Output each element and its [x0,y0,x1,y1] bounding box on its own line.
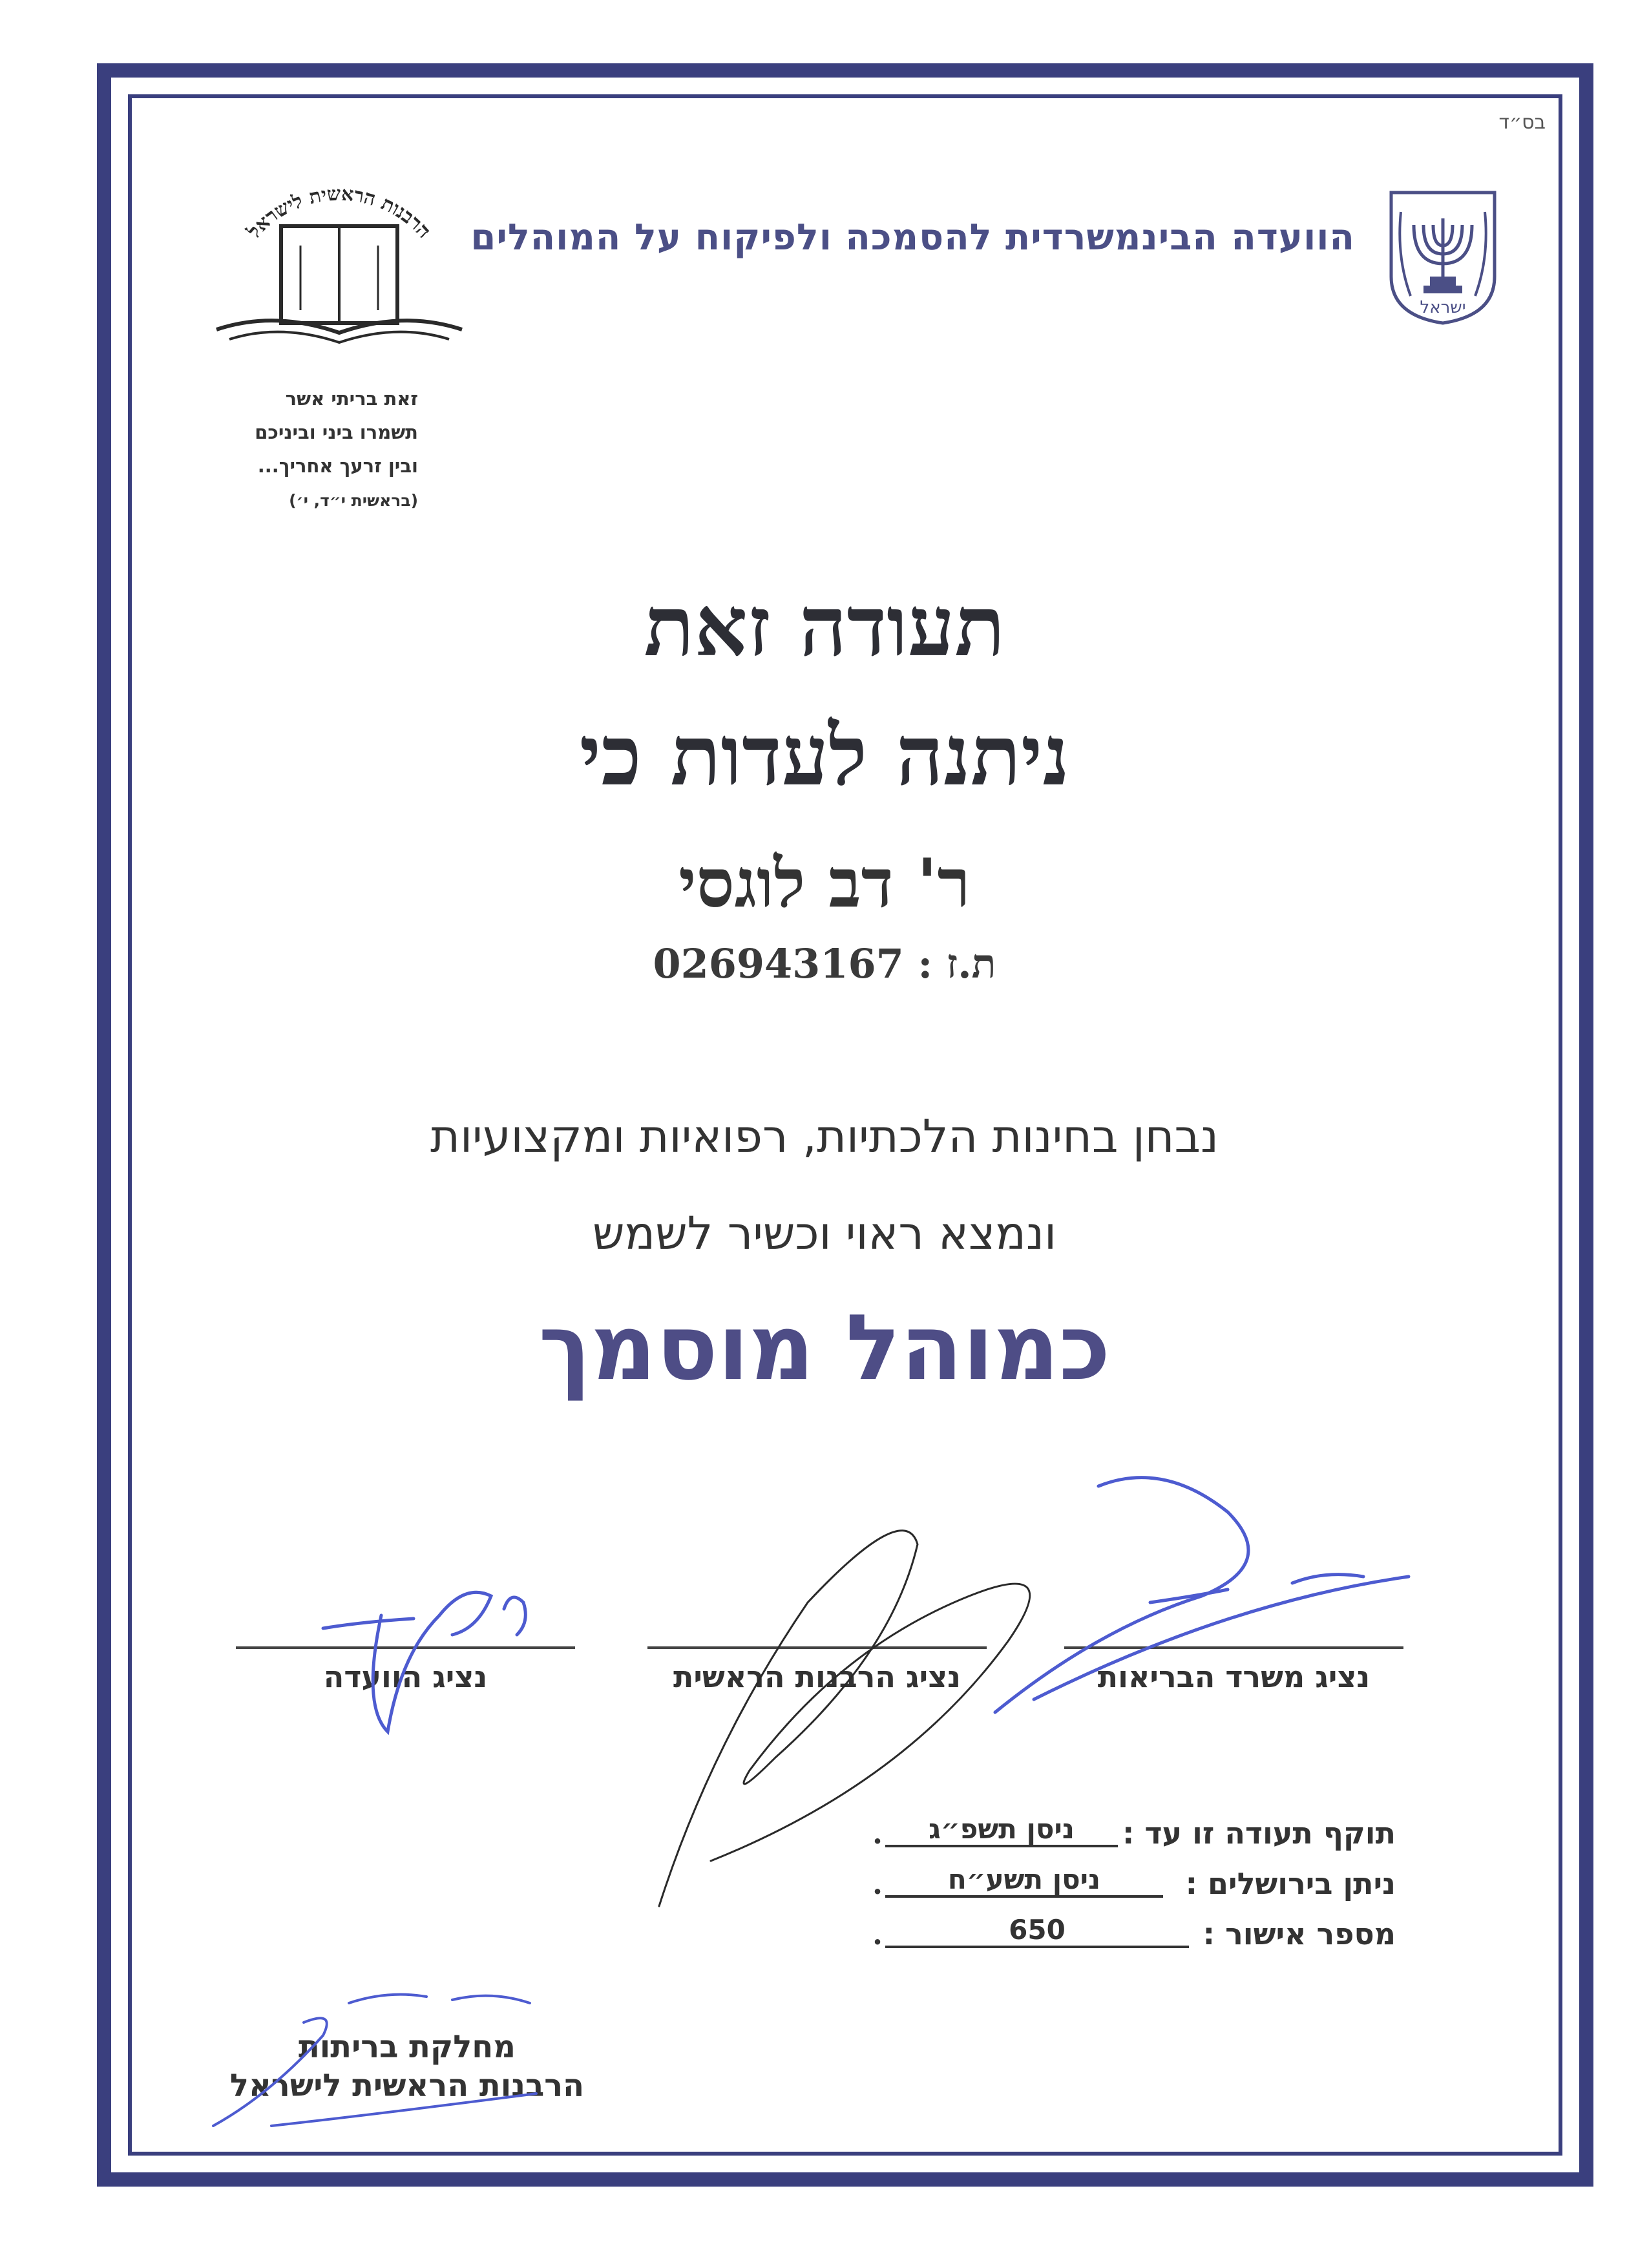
signature-label-committee: נציג הוועדה [323,1659,488,1694]
signature-line-rabbinate [647,1646,987,1649]
certificate-title-line-2: ניתנה לעדות כי [579,708,1070,804]
bsd-mark: בס״ד [1498,111,1546,134]
department-line-2: הרבנות הראשית לישראל [229,2068,585,2104]
issued-in-label: ניתן בירושלים : [1185,1866,1396,1901]
issued-in-value: ניסן תשע״ח [885,1864,1163,1898]
body-line-2: ונמצא ראוי וכשיר לשמש [592,1207,1057,1260]
recipient-name: ר' דב לוגסי [678,843,971,923]
approval-number-value: 650 [885,1914,1189,1948]
committee-title: הוועדה הבינמשרדית להסמכה ולפיקוח על המוהלים [470,216,1355,258]
signature-label-health: נציג משרד הבריאות [1097,1659,1371,1694]
state-emblem-icon [1385,186,1501,328]
approval-number-label: מספר אישור : [1203,1916,1396,1951]
certified-role: כמוהל מוסמך [538,1296,1111,1401]
department-line-1: מחלקת בריתות [299,2029,516,2065]
issued-in-dot: . [872,1866,883,1901]
rabbinate-logo-text: הרבנות הראשית לישראל [243,182,436,243]
signature-line-health [1064,1646,1403,1649]
approval-number-dot: . [872,1916,883,1951]
verse-line-1: זאת בריתי אשר [285,388,418,410]
signature-line-committee [236,1646,575,1649]
valid-until-dot: . [872,1816,883,1851]
signature-label-rabbinate: נציג הרבנות הראשית [673,1659,961,1694]
verse-line-2: תשמרו ביני וביניכם [255,421,418,443]
verse-line-3: ובין זרעך אחריך... [257,455,418,477]
rabbinate-logo-icon [204,149,475,362]
body-line-1: נבחן בחינות הלכתיות, רפואיות ומקצועיות [430,1110,1219,1163]
emblem-label: ישראל [1420,298,1466,317]
recipient-id: ת.ז : 026943167 [653,940,996,987]
verse-source: (בראשית י״ד, י׳) [289,491,418,510]
valid-until-value: ניסן תשפ״ג [885,1813,1118,1847]
certificate-title-line-1: תעודה זאת [644,578,1005,675]
valid-until-label: תוקף תעודה זו עד : [1122,1816,1396,1851]
